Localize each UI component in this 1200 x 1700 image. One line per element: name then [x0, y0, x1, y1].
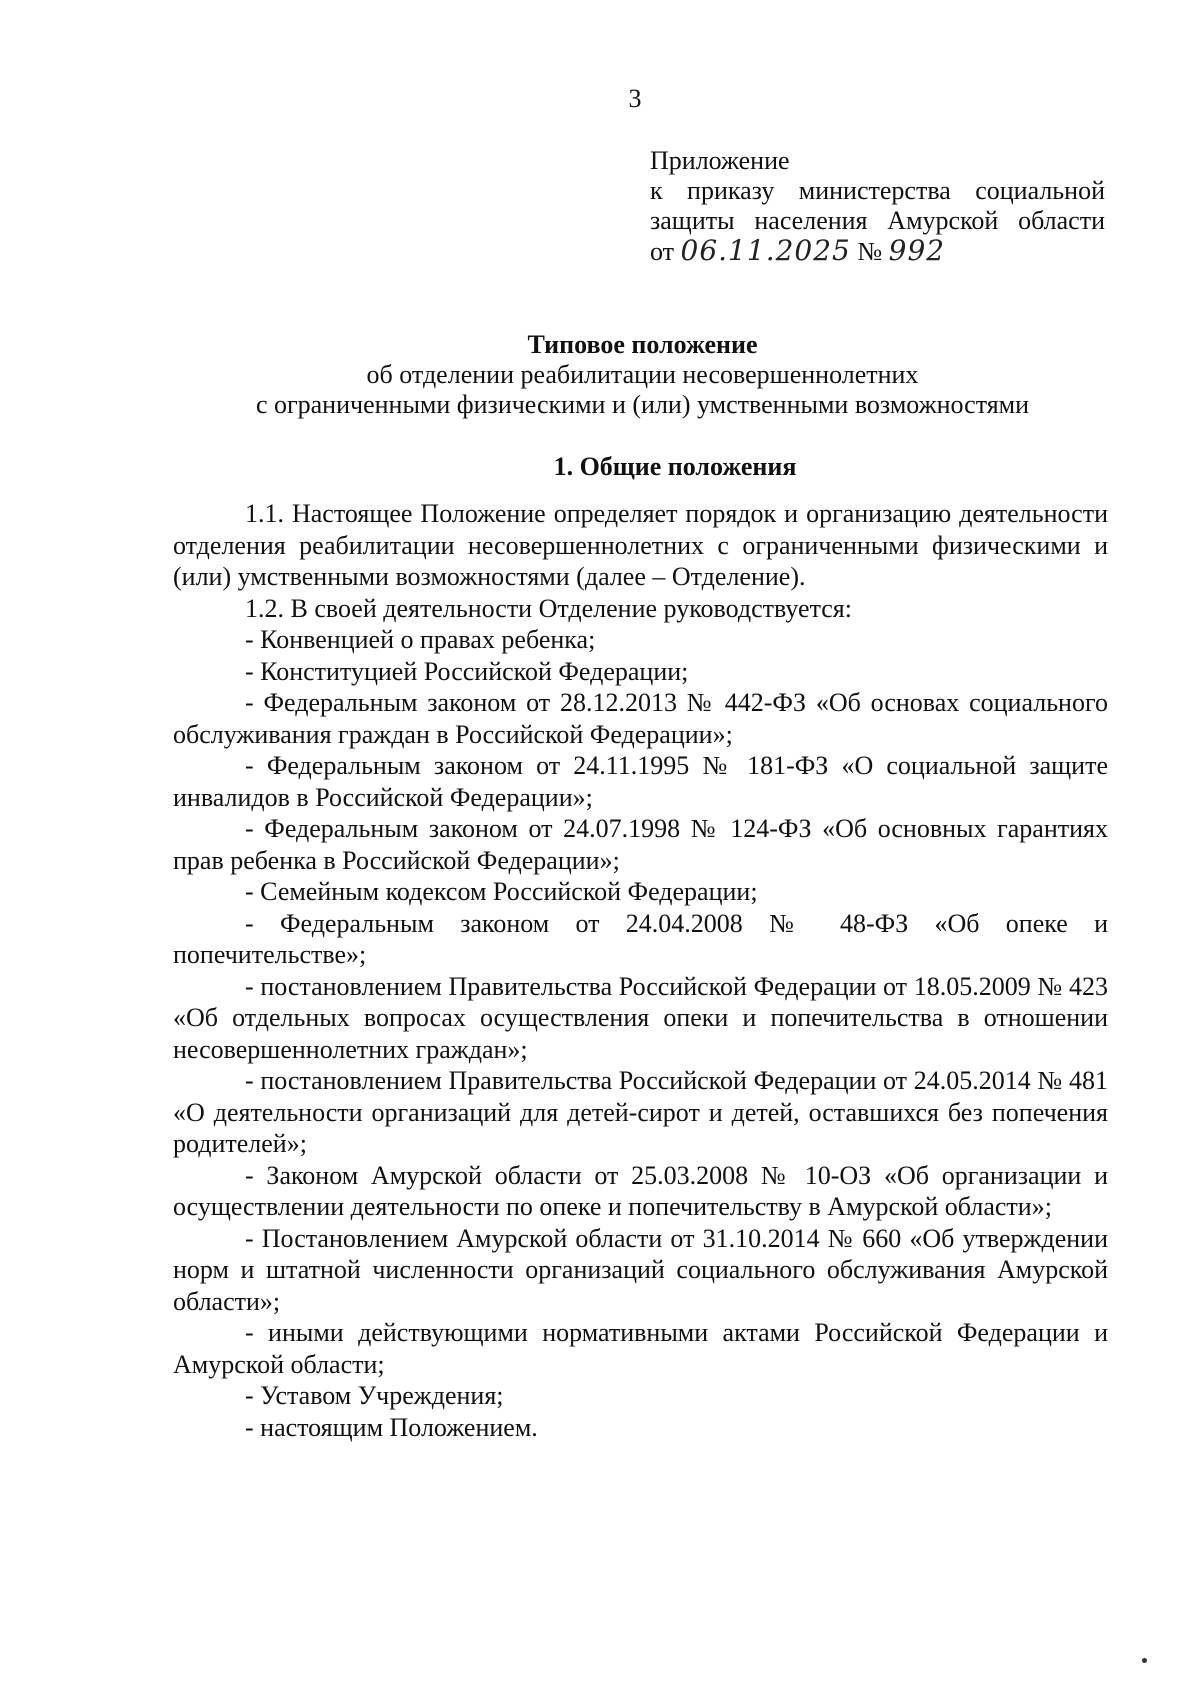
approval-line-4	[650, 236, 1105, 267]
scan-speck	[1142, 1658, 1147, 1663]
document-title	[170, 330, 1115, 420]
number-prefix: №	[857, 237, 883, 266]
list-item: - Федеральным законом от 24.04.2008 № 48-ФЗ «Об опеке и попечительстве»;	[173, 908, 1108, 969]
list-item: - настоящим Положением.	[245, 1412, 538, 1442]
handwritten-date: 06.11.2025	[680, 234, 851, 267]
list-item: - Федеральным законом от 24.07.1998 № 124-ФЗ «Об основных гарантиях прав ребенка в Российской Федерации»;	[173, 814, 1108, 875]
list-item: - постановлением Правительства Российской Федерации от 24.05.2014 № 481 «О деятельности организаций для детей-сирот и детей, оставшихся без попечения родителей»;	[173, 1066, 1108, 1158]
list-item: - иными действующими нормативными актами Российской Федерации и Амурской области;	[173, 1318, 1108, 1379]
list-item: - Федеральным законом от 28.12.2013 № 442-ФЗ «Об основах социального обслуживания граждан в Российской Федерации»;	[173, 688, 1108, 749]
list-item: - Федеральным законом от 24.11.1995 № 181-ФЗ «О социальной защите инвалидов в Российской Федерации»;	[173, 751, 1108, 812]
approval-block	[650, 146, 1105, 267]
title-line-1: Типовое положение	[527, 330, 758, 359]
page-number: 3	[628, 84, 642, 113]
approval-line-1: Приложение	[650, 146, 790, 175]
list-item: - Конституцией Российской Федерации;	[245, 656, 689, 686]
section-body	[173, 498, 1108, 1443]
title-line-2: об отделении реабилитации несовершеннолетних	[366, 360, 919, 389]
list-item: - Законом Амурской области от 25.03.2008 № 10-ОЗ «Об организации и осуществлении деятельности по опеке и попечительству в Амурской области»;	[173, 1160, 1108, 1221]
paragraph: 1.1. Настоящее Положение определяет порядок и организацию деятельности отделения реабилитации несовершеннолетних с ограниченными физическими и (или) умственными возможностями (далее – Отделение).	[173, 499, 1108, 591]
list-item: - Уставом Учреждения;	[245, 1381, 504, 1410]
list-item: - Постановлением Амурской области от 31.10.2014 № 660 «Об утверждении норм и штатной численности организаций социального обслуживания Амурской области»;	[173, 1223, 1108, 1316]
list-item: - Семейным кодексом Российской Федерации;	[245, 877, 758, 906]
approval-line-2: к приказу министерства социальной	[650, 176, 1105, 205]
handwritten-number: 992	[888, 234, 946, 267]
date-prefix: от	[650, 237, 675, 266]
paragraph: 1.2. В своей деятельности Отделение руководствуется:	[245, 593, 852, 623]
section-heading: 1. Общие положения	[553, 452, 797, 481]
title-line-3: с ограниченными физическими и (или) умственными возможностями	[255, 390, 1030, 419]
list-item: - постановлением Правительства Российской Федерации от 18.05.2009 № 423 «Об отдельных вопросах осуществления опеки и попечительства в отношении несовершеннолетних граждан»;	[173, 971, 1108, 1064]
list-item: - Конвенцией о правах ребенка;	[245, 625, 596, 654]
approval-line-3: защиты населения Амурской области	[650, 206, 1105, 235]
